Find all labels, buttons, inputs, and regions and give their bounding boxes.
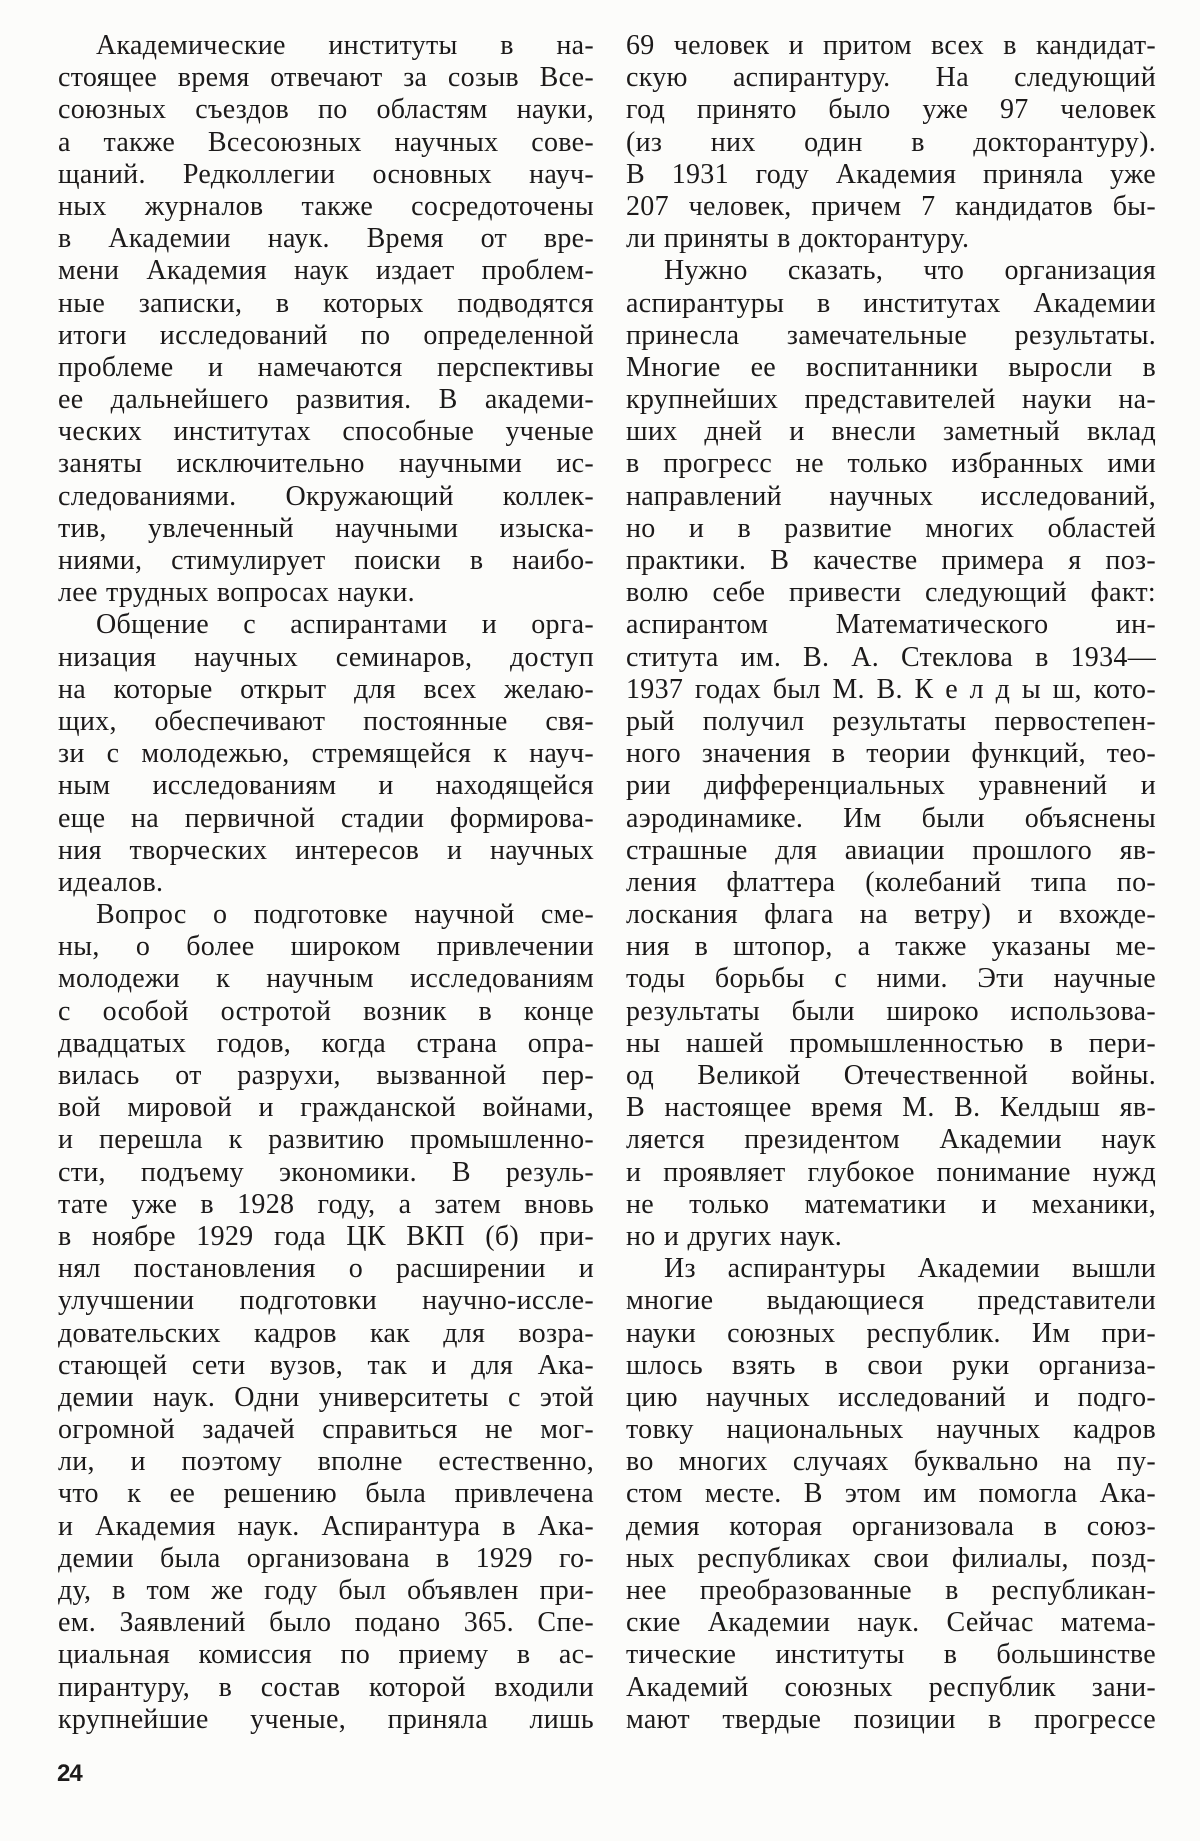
text-line: следованиями. Окружающий коллек- — [58, 480, 594, 512]
text-line: демии была организована в 1929 го- — [58, 1542, 594, 1574]
text-line: демии наук. Одни университеты с этой — [58, 1381, 594, 1413]
text-line: ляется президентом Академии наук — [626, 1124, 1156, 1156]
text-line: зи с молодежью, стремящейся к науч- — [58, 738, 594, 770]
text-line: ем. Заявлений было подано 365. Спе- — [58, 1607, 594, 1639]
text-line: нял постановления о расширении и — [58, 1253, 594, 1285]
text-line: но и других наук. — [626, 1220, 843, 1252]
text-line: щих, обеспечивают постоянные свя- — [58, 705, 594, 737]
text-line: нее преобразованные в республикан- — [626, 1575, 1156, 1606]
text-line: ду, в том же году был объявлен при- — [58, 1575, 594, 1606]
text-line: товку национальных научных кадров — [626, 1414, 1156, 1446]
text-line: направлений научных исследований, — [626, 480, 1156, 512]
text-line: Вопрос о подготовке научной сме- — [96, 899, 594, 931]
text-line: ские Академии наук. Сейчас матема- — [626, 1607, 1156, 1639]
text-line: науки союзных республик. Им при- — [626, 1317, 1156, 1349]
text-line: и проявляет глубокое понимание нужд — [626, 1156, 1156, 1188]
text-line: щаний. Редколлегии основных науч- — [58, 158, 594, 190]
text-line: улучшении подготовки научно-иссле- — [58, 1285, 594, 1317]
text-line: ны нашей промышленностью в пери- — [626, 1027, 1156, 1059]
text-line: ческих институтах способные ученые — [58, 416, 594, 448]
text-line: ее дальнейшего развития. В академи- — [58, 384, 594, 416]
text-line: крупнейших представителей науки на- — [626, 384, 1156, 416]
text-line: ниями, стимулирует поиски в наибо- — [58, 545, 594, 576]
text-line: крупнейшие ученые, приняла лишь — [58, 1703, 594, 1735]
text-line: что к ее решению была привлечена — [58, 1478, 594, 1510]
text-line: мени Академия наук издает проблем- — [58, 255, 594, 287]
text-line: стающей сети вузов, так и для Ака- — [58, 1349, 594, 1381]
text-line: ли, и поэтому вполне естественно, — [58, 1446, 594, 1478]
text-line: од Великой Отечественной войны. — [626, 1060, 1156, 1091]
text-line: ных республиках свои филиалы, позд- — [626, 1542, 1156, 1574]
text-line: Академические институты в на- — [96, 30, 594, 61]
text-line: Многие ее воспитанники выросли в — [626, 351, 1156, 383]
text-line: а также Всесоюзных научных сове- — [58, 126, 594, 158]
paragraph — [58, 609, 594, 899]
text-line: с особой остротой возник в конце — [58, 995, 594, 1027]
text-line: в прогресс не только избранных ими — [626, 448, 1156, 480]
page-number: 24 — [57, 1760, 82, 1787]
text-line: Нужно сказать, что организация — [664, 255, 1156, 287]
text-line: сти, подъему экономики. В резуль- — [58, 1156, 594, 1188]
text-line: ния в штопор, а также указаны ме- — [626, 931, 1156, 963]
text-line: на которые открыт для всех желаю- — [58, 673, 594, 705]
left-text-column — [58, 30, 594, 1736]
text-line: пирантуру, в состав которой входили — [58, 1671, 594, 1703]
text-line: союзных съездов по областям науки, — [58, 94, 594, 126]
text-line: еще на первичной стадии формирова- — [58, 802, 594, 834]
text-line: и Академия наук. Аспирантура в Ака- — [58, 1510, 594, 1542]
paragraph — [626, 255, 1156, 1253]
text-line: ли приняты в докторантуру. — [626, 223, 970, 255]
text-line: ны, о более широком привлечении — [58, 931, 594, 963]
text-line: но и в развитие многих областей — [626, 512, 1156, 544]
text-line: В 1931 году Академия приняла уже — [626, 158, 1156, 190]
text-line: скую аспирантуру. На следующий — [626, 62, 1156, 94]
text-line: аспирантуры в институтах Академии — [626, 287, 1156, 319]
paragraph — [58, 899, 594, 1736]
text-line: огромной задачей справиться не мог- — [58, 1414, 594, 1446]
text-line: ститута им. В. А. Стеклова в 1934— — [626, 641, 1156, 673]
text-line: год принято было уже 97 человек — [626, 94, 1156, 126]
text-line: и перешла к развитию промышленно- — [58, 1124, 594, 1156]
text-line: ным исследованиям и находящейся — [58, 770, 594, 802]
text-line: практики. В качестве примера я поз- — [626, 545, 1156, 576]
text-line: ного значения в теории функций, тео- — [626, 738, 1156, 770]
paragraph — [626, 30, 1156, 255]
text-line: в ноябре 1929 года ЦК ВКП (б) при- — [58, 1220, 594, 1252]
text-line: ления флаттера (колебаний типа по- — [626, 866, 1156, 898]
text-line: Академий союзных республик зани- — [626, 1671, 1156, 1703]
paragraph — [626, 1253, 1156, 1736]
text-line: тив, увлеченный научными изыска- — [58, 512, 594, 544]
text-line: довательских кадров как для возра- — [58, 1317, 594, 1349]
text-line: проблеме и намечаются перспективы — [58, 351, 594, 383]
text-line: 69 человек и притом всех в кандидат- — [626, 30, 1156, 61]
text-line: аспирантом Математического ин- — [626, 609, 1156, 641]
text-line: рый получил результаты первостепен- — [626, 705, 1156, 737]
text-line: аэродинамике. Им были объяснены — [626, 802, 1156, 834]
text-line: Из аспирантуры Академии вышли — [664, 1253, 1156, 1285]
text-line: стоящее время отвечают за созыв Все- — [58, 62, 594, 94]
text-line: вой мировой и гражданской войнами, — [58, 1092, 594, 1124]
paragraph — [58, 30, 594, 609]
text-line: страшные для авиации прошлого яв- — [626, 834, 1156, 866]
text-line: не только математики и механики, — [626, 1188, 1156, 1220]
text-line: результаты были широко использова- — [626, 995, 1156, 1027]
text-line: цию научных исследований и подго- — [626, 1381, 1156, 1413]
text-line: мают твердые позиции в прогрессе — [626, 1703, 1156, 1735]
text-line: ных журналов также сосредоточены — [58, 190, 594, 222]
text-line: шлось взять в свои руки организа- — [626, 1349, 1156, 1381]
text-line: волю себе привести следующий факт: — [626, 577, 1156, 609]
text-line: циальная комиссия по приему в ас- — [58, 1639, 594, 1671]
text-line: молодежи к научным исследованиям — [58, 963, 594, 995]
text-line: во многих случаях буквально на пу- — [626, 1446, 1156, 1478]
text-line: рии дифференциальных уравнений и — [626, 770, 1156, 802]
text-line: 1937 годах был М. В. К е л д ы ш, кото- — [626, 673, 1156, 705]
text-line: итоги исследований по определенной — [58, 319, 594, 351]
text-line: 207 человек, причем 7 кандидатов бы- — [626, 190, 1156, 222]
text-line: демия которая организовала в союз- — [626, 1510, 1156, 1542]
text-line: ные записки, в которых подводятся — [58, 287, 594, 319]
text-line: ния творческих интересов и научных — [58, 834, 594, 866]
text-line: принесла замечательные результаты. — [626, 319, 1156, 351]
text-line: двадцатых годов, когда страна опра- — [58, 1027, 594, 1059]
text-line: в Академии наук. Время от вре- — [58, 223, 594, 255]
text-line: лее трудных вопросах науки. — [58, 577, 415, 609]
text-line: В настоящее время М. В. Келдыш яв- — [626, 1092, 1156, 1124]
text-line: тоды борьбы с ними. Эти научные — [626, 963, 1156, 995]
text-line: идеалов. — [58, 866, 164, 898]
text-line: Общение с аспирантами и орга- — [96, 609, 594, 641]
text-line: вилась от разрухи, вызванной пер- — [58, 1060, 594, 1091]
text-line: стом месте. В этом им помогла Ака- — [626, 1478, 1156, 1510]
right-text-column — [626, 30, 1156, 1736]
text-line: (из них один в докторантуру). — [626, 126, 1156, 158]
text-line: ших дней и внесли заметный вклад — [626, 416, 1156, 448]
text-line: лоскания флага на ветру) и вхожде- — [626, 899, 1156, 931]
text-line: тате уже в 1928 году, а затем вновь — [58, 1188, 594, 1220]
text-line: низация научных семинаров, доступ — [58, 641, 594, 673]
text-line: заняты исключительно научными ис- — [58, 448, 594, 480]
text-line: тические институты в большинстве — [626, 1639, 1156, 1671]
text-line: многие выдающиеся представители — [626, 1285, 1156, 1317]
